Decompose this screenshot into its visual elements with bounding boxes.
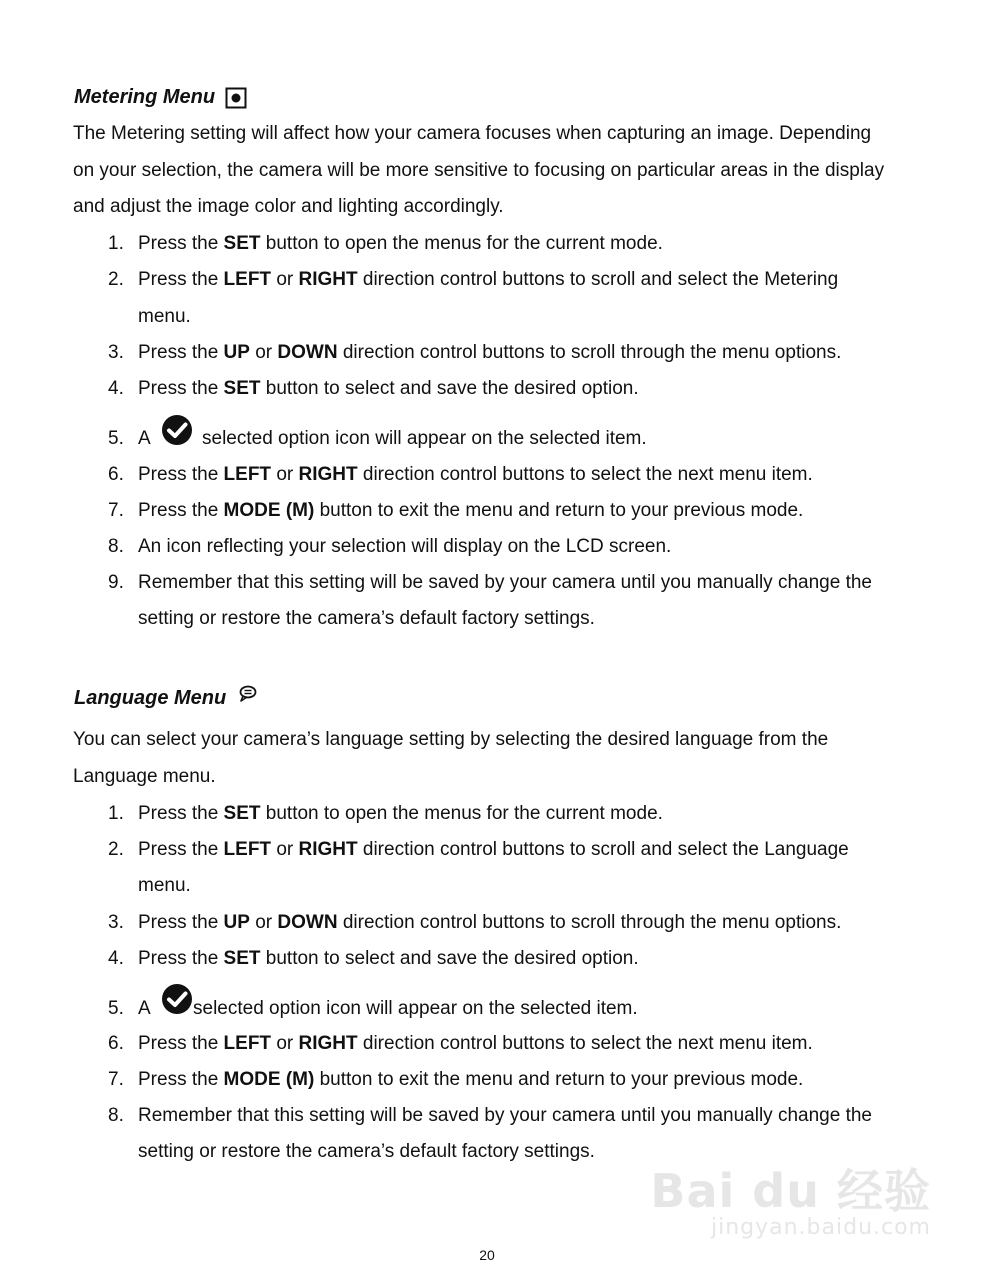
spot-metering-icon (225, 87, 247, 109)
list-item-continuation: menu. (138, 875, 191, 896)
check-circle-icon (160, 982, 194, 1016)
list-item: 3. Press the UP or DOWN direction control buttons to scroll through the menu options. (108, 342, 842, 363)
watermark-url: jingyan.baidu.com (710, 1215, 931, 1240)
language-title: Language Menu (74, 687, 227, 709)
intro-line: Language menu. (73, 765, 216, 787)
list-item: 9. Remember that this setting will be saved by your camera until you manually change the (108, 572, 872, 593)
list-item: 6. Press the LEFT or RIGHT direction control buttons to select the next menu item. (108, 1033, 813, 1054)
language-intro (73, 722, 828, 795)
list-item: 1. Press the SET button to open the menus for the current mode. (108, 803, 663, 824)
list-item: 6. Press the LEFT or RIGHT direction control buttons to select the next menu item. (108, 464, 813, 485)
list-item-text: selected option icon will appear on the selected item. (202, 428, 647, 449)
metering-title: Metering Menu (74, 86, 216, 108)
list-item: 4. Press the SET button to select and save the desired option. (108, 948, 639, 969)
baidu-watermark (650, 1155, 931, 1240)
list-item: 1. Press the SET button to open the menus for the current mode. (108, 233, 663, 254)
list-item: 7. Press the MODE (M) button to exit the menu and return to your previous mode. (108, 1069, 804, 1090)
intro-line: and adjust the image color and lighting accordingly. (73, 196, 504, 217)
intro-line: on your selection, the camera will be more sensitive to focusing on particular areas in the display (73, 159, 885, 181)
list-item: 5. A (108, 428, 151, 449)
page-number: 20 (479, 1247, 495, 1263)
list-item: 8. An icon reflecting your selection will display on the LCD screen. (108, 536, 672, 557)
list-item: 5. A (108, 998, 151, 1019)
list-item: 7. Press the MODE (M) button to exit the menu and return to your previous mode. (108, 500, 804, 521)
check-circle-icon (160, 413, 194, 447)
list-item: 2. Press the LEFT or RIGHT direction control buttons to scroll and select the Metering (108, 269, 839, 290)
list-item-continuation: setting or restore the camera’s default factory settings. (138, 1141, 595, 1162)
language-heading (74, 687, 258, 710)
intro-line: You can select your camera’s language setting by selecting the desired language from the (73, 729, 829, 750)
metering-intro (73, 116, 884, 226)
list-item: 2. Press the LEFT or RIGHT direction control buttons to scroll and select the Language (108, 839, 849, 860)
list-item-text: selected option icon will appear on the selected item. (193, 998, 638, 1019)
list-item-continuation: setting or restore the camera’s default factory settings. (138, 608, 595, 629)
list-item: 8. Remember that this setting will be saved by your camera until you manually change the (108, 1105, 872, 1126)
intro-line: The Metering setting will affect how your camera focuses when capturing an image. Depending (73, 123, 872, 144)
list-item: 4. Press the SET button to select and save the desired option. (108, 378, 639, 399)
speech-bubble-icon (238, 684, 258, 704)
list-item: 3. Press the UP or DOWN direction control buttons to scroll through the menu options. (108, 912, 842, 933)
metering-heading (74, 86, 247, 109)
list-item-continuation: menu. (138, 306, 191, 327)
watermark-brand: Bai du 经验 (650, 1164, 931, 1218)
